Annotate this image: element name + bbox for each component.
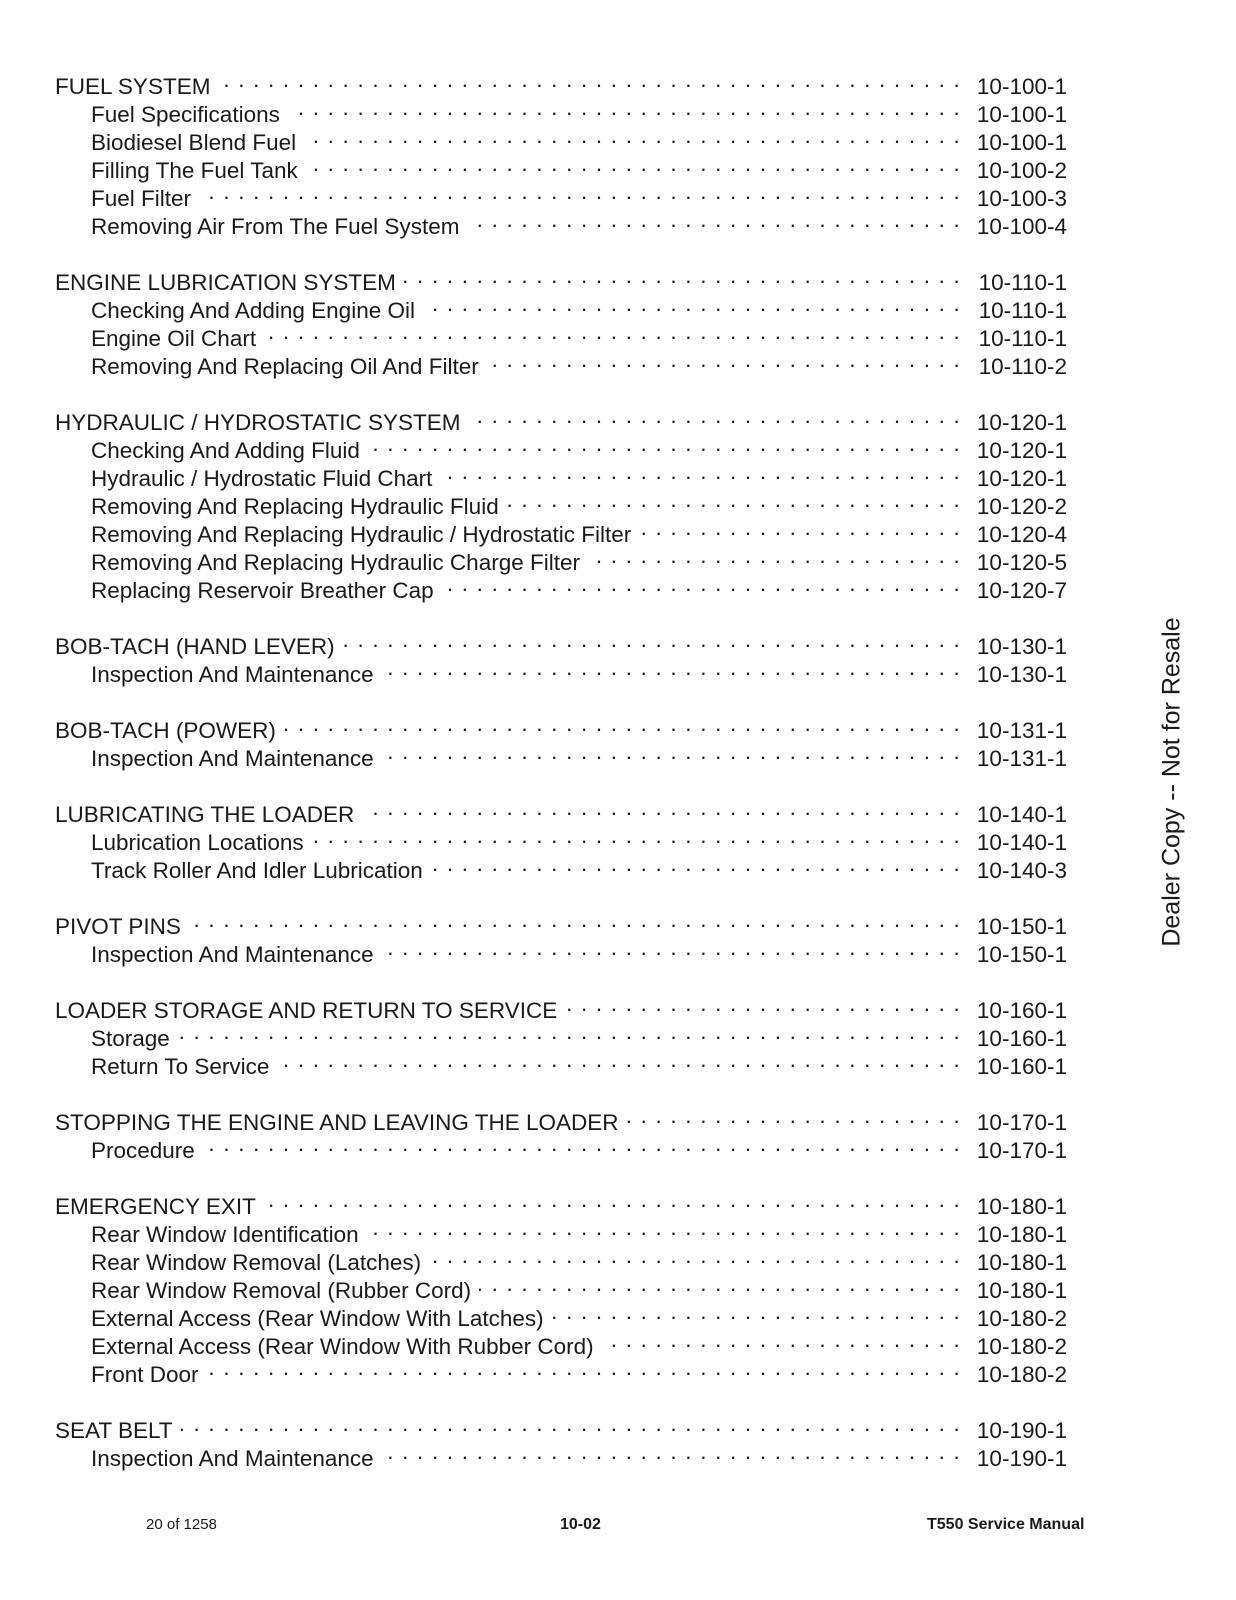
footer-manual-title: T550 Service Manual (927, 1516, 1085, 1533)
toc-entry-page: 10-120-2 (976, 494, 1067, 519)
dot-leader (178, 1018, 961, 1046)
toc-section-heading-title: ENGINE LUBRICATION SYSTEM (55, 270, 396, 295)
toc-section-heading (55, 402, 1067, 435)
toc-entry-page: 10-100-1 (976, 102, 1067, 127)
toc-entry-title: Rear Window Removal (Rubber Cord) (91, 1278, 472, 1303)
toc-entry (55, 206, 1067, 239)
toc-section-heading (55, 1410, 1067, 1443)
toc-entry (55, 1046, 1067, 1079)
toc-entry-title: Fuel Filter (91, 186, 192, 211)
toc-entry-title: External Access (Rear Window With Latches) (91, 1306, 544, 1331)
toc-section-heading (55, 66, 1067, 99)
dot-leader (565, 990, 961, 1018)
dot-leader (343, 626, 961, 654)
toc-entry (55, 1438, 1067, 1471)
dot-leader (189, 906, 961, 934)
toc-entry-page: 10-160-1 (976, 1054, 1067, 1079)
toc-entry-title: Replacing Reservoir Breather Cap (91, 578, 434, 603)
toc-section-heading-page: 10-140-1 (976, 802, 1067, 827)
toc-section-heading (55, 262, 1067, 295)
toc-entry-page: 10-140-1 (976, 830, 1067, 855)
toc-entry-page: 10-120-1 (976, 466, 1067, 491)
toc-section-heading (55, 794, 1067, 827)
dot-leader (423, 290, 961, 318)
toc-section-heading-page: 10-180-1 (976, 1194, 1067, 1219)
toc-entry-page: 10-110-1 (978, 298, 1067, 323)
toc-section-heading (55, 1102, 1067, 1135)
toc-entry-page: 10-100-2 (976, 158, 1067, 183)
toc-section-heading (55, 626, 1067, 659)
dot-leader (467, 206, 961, 234)
dot-leader (468, 402, 961, 430)
dot-leader (639, 514, 961, 542)
toc-section-heading-page: 10-110-1 (978, 270, 1067, 295)
toc-entry-title: Removing Air From The Fuel System (91, 214, 460, 239)
dot-leader (306, 150, 961, 178)
toc-entry-title: Removing And Replacing Oil And Filter (91, 354, 479, 379)
toc-section-heading-title: EMERGENCY EXIT (55, 1194, 256, 1219)
toc-section-heading (55, 990, 1067, 1023)
dot-leader (367, 1214, 961, 1242)
toc-entry-page: 10-100-3 (976, 186, 1067, 211)
toc-entry-page: 10-180-2 (976, 1306, 1067, 1331)
toc-section-heading (55, 710, 1067, 743)
dot-leader (507, 486, 961, 514)
toc-entry-title: Inspection And Maintenance (91, 662, 374, 687)
dot-leader (207, 1354, 961, 1382)
toc-entry-page: 10-100-4 (976, 214, 1067, 239)
toc-section-heading-title: HYDRAULIC / HYDROSTATIC SYSTEM (55, 410, 461, 435)
toc-entry-title: Lubrication Locations (91, 830, 304, 855)
dot-leader (264, 1186, 961, 1214)
footer-page-number: 10-02 (560, 1516, 601, 1533)
dot-leader (382, 934, 961, 962)
toc-entry-page: 10-130-1 (976, 662, 1067, 687)
dot-leader (382, 738, 961, 766)
toc-entry-title: Hydraulic / Hydrostatic Fluid Chart (91, 466, 433, 491)
toc-entry-title: Removing And Replacing Hydraulic Charge Filter (91, 550, 580, 575)
toc-entry-page: 10-120-5 (976, 550, 1067, 575)
toc-entry-title: Storage (91, 1026, 170, 1051)
toc-section-heading-page: 10-170-1 (976, 1110, 1067, 1135)
dot-leader (312, 822, 961, 850)
dot-leader (203, 1130, 961, 1158)
toc-entry-page: 10-160-1 (976, 1026, 1067, 1051)
toc-entry-page: 10-150-1 (976, 942, 1067, 967)
dot-leader (602, 1326, 961, 1354)
toc-entry-page: 10-180-2 (976, 1334, 1067, 1359)
toc-entry-title: Filling The Fuel Tank (91, 158, 298, 183)
toc-section (55, 1186, 1067, 1387)
toc-section-heading-page: 10-130-1 (976, 634, 1067, 659)
toc-entry-title: Return To Service (91, 1054, 270, 1079)
toc-entry-title: Fuel Specifications (91, 102, 280, 127)
toc-entry-page: 10-100-1 (976, 130, 1067, 155)
dot-leader (264, 318, 961, 346)
toc-entry-page: 10-180-1 (976, 1250, 1067, 1275)
toc-section-heading-page: 10-160-1 (976, 998, 1067, 1023)
toc-entry (55, 1018, 1067, 1051)
dot-leader (404, 262, 961, 290)
dot-leader (431, 850, 961, 878)
toc-section-heading-page: 10-190-1 (976, 1418, 1067, 1443)
toc-entry-title: Engine Oil Chart (91, 326, 257, 351)
toc-section-heading-title: LUBRICATING THE LOADER (55, 802, 355, 827)
toc-entry-page: 10-180-1 (976, 1222, 1067, 1247)
dot-leader (218, 66, 961, 94)
toc-section-heading-page: 10-131-1 (976, 718, 1067, 743)
dot-leader (277, 1046, 961, 1074)
toc-section-heading-title: PIVOT PINS (55, 914, 181, 939)
toc-section-heading-page: 10-100-1 (976, 74, 1067, 99)
toc-entry-page: 10-180-1 (976, 1278, 1067, 1303)
toc-section-heading-page: 10-150-1 (976, 914, 1067, 939)
dot-leader (288, 94, 961, 122)
toc-entry-title: Removing And Replacing Hydraulic Fluid (91, 494, 499, 519)
toc-entry-title: Front Door (91, 1362, 199, 1387)
dot-leader (284, 710, 961, 738)
dot-leader (382, 654, 961, 682)
toc-entry-page: 10-140-3 (976, 858, 1067, 883)
dot-leader (304, 122, 961, 150)
dot-leader (362, 794, 961, 822)
toc-entry (55, 178, 1067, 211)
toc-entry-title: Rear Window Identification (91, 1222, 359, 1247)
toc-entry-title: Checking And Adding Fluid (91, 438, 360, 463)
toc-section (55, 1410, 1067, 1471)
toc-section (55, 794, 1067, 883)
toc-section-heading-title: LOADER STORAGE AND RETURN TO SERVICE (55, 998, 558, 1023)
toc-entry-title: Procedure (91, 1138, 195, 1163)
dot-leader (442, 570, 961, 598)
toc-section-heading-page: 10-120-1 (976, 410, 1067, 435)
toc-section-heading-title: STOPPING THE ENGINE AND LEAVING THE LOADER (55, 1110, 619, 1135)
toc-entry (55, 934, 1067, 967)
toc-entry-title: Inspection And Maintenance (91, 942, 374, 967)
toc-entry (55, 1354, 1067, 1387)
toc-entry-page: 10-131-1 (976, 746, 1067, 771)
toc-entry-title: Biodiesel Blend Fuel (91, 130, 297, 155)
toc-section-heading-title: SEAT BELT (55, 1418, 173, 1443)
toc-entry-page: 10-120-4 (976, 522, 1067, 547)
toc-entry (55, 1130, 1067, 1163)
toc-entry-title: Checking And Adding Engine Oil (91, 298, 415, 323)
toc-section (55, 906, 1067, 967)
dot-leader (181, 1410, 961, 1438)
toc-entry-page: 10-190-1 (976, 1446, 1067, 1471)
toc-section-heading-title: BOB-TACH (HAND LEVER) (55, 634, 335, 659)
dot-leader (552, 1298, 961, 1326)
dot-leader (368, 430, 961, 458)
toc-section-heading (55, 1186, 1067, 1219)
toc-section (55, 66, 1067, 239)
toc-entry-page: 10-120-1 (976, 438, 1067, 463)
dot-leader (440, 458, 961, 486)
dot-leader (479, 1270, 961, 1298)
toc-entry-page: 10-110-2 (978, 354, 1067, 379)
toc-entry-page: 10-180-2 (976, 1362, 1067, 1387)
toc-entry-title: Inspection And Maintenance (91, 746, 374, 771)
toc-section (55, 262, 1067, 379)
toc-entry-title: External Access (Rear Window With Rubber Cord) (91, 1334, 594, 1359)
dealer-copy-watermark: Dealer Copy -- Not for Resale (1157, 617, 1186, 947)
toc-section-heading-title: FUEL SYSTEM (55, 74, 211, 99)
footer-page-count: 20 of 1258 (146, 1516, 217, 1533)
toc-entry-title: Rear Window Removal (Latches) (91, 1250, 422, 1275)
toc-entry-page: 10-120-7 (976, 578, 1067, 603)
dot-leader (487, 346, 961, 374)
table-of-contents (55, 66, 1067, 1494)
toc-section (55, 990, 1067, 1079)
toc-section (55, 402, 1067, 603)
dot-leader (588, 542, 961, 570)
dot-leader (199, 178, 961, 206)
toc-entry-title: Inspection And Maintenance (91, 1446, 374, 1471)
toc-section (55, 710, 1067, 771)
toc-section (55, 626, 1067, 687)
toc-section-heading-title: BOB-TACH (POWER) (55, 718, 276, 743)
toc-section (55, 1102, 1067, 1163)
toc-entry-title: Removing And Replacing Hydraulic / Hydrostatic Filter (91, 522, 632, 547)
toc-section-heading (55, 906, 1067, 939)
toc-entry-page: 10-110-1 (978, 326, 1067, 351)
dot-leader (382, 1438, 961, 1466)
toc-entry-page: 10-170-1 (976, 1138, 1067, 1163)
dot-leader (626, 1102, 961, 1130)
toc-entry-title: Track Roller And Idler Lubrication (91, 858, 423, 883)
dot-leader (429, 1242, 961, 1270)
